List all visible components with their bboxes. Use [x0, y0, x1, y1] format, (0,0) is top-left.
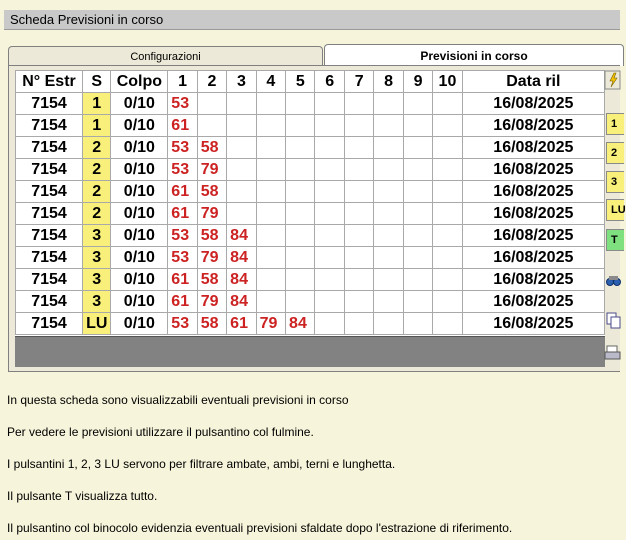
cell-num-3 [227, 93, 256, 115]
cell-num-9 [403, 269, 432, 291]
cell-n-estr: 7154 [16, 291, 83, 313]
cell-sorte: 2 [83, 137, 111, 159]
cell-colpo: 0/10 [111, 181, 168, 203]
table-header-row [16, 71, 605, 93]
cell-num-6 [315, 181, 344, 203]
cell-num-3 [227, 137, 256, 159]
cell-data-ril: 16/08/2025 [462, 247, 604, 269]
cell-sorte: 3 [83, 269, 111, 291]
cell-data-ril: 16/08/2025 [462, 159, 604, 181]
cell-num-8 [374, 313, 403, 335]
cell-num-7 [344, 313, 373, 335]
col-header-1[interactable]: 1 [168, 71, 197, 93]
help-text-5: Il pulsantino col binocolo evidenzia eventuali previsioni sfaldate dopo l'estrazione di riferimento. [7, 521, 513, 535]
cell-num-4 [256, 225, 285, 247]
table-row[interactable] [16, 225, 605, 247]
cell-num-3 [227, 115, 256, 137]
cell-n-estr: 7154 [16, 159, 83, 181]
tab-strip [8, 44, 620, 66]
cell-num-7 [344, 269, 373, 291]
cell-num-7 [344, 115, 373, 137]
window-title: Scheda Previsioni in corso [4, 10, 620, 30]
cell-num-1: 53 [168, 137, 197, 159]
cell-num-9 [403, 225, 432, 247]
table-row[interactable] [16, 181, 605, 203]
cell-num-6 [315, 203, 344, 225]
show-all-button[interactable]: T [606, 229, 624, 251]
previsioni-panel [8, 65, 620, 372]
cell-colpo: 0/10 [111, 137, 168, 159]
cell-num-3: 84 [227, 291, 256, 313]
cell-num-1: 61 [168, 203, 197, 225]
cell-num-9 [403, 203, 432, 225]
cell-sorte: 2 [83, 203, 111, 225]
cell-colpo: 0/10 [111, 291, 168, 313]
col-header-3[interactable]: 3 [227, 71, 256, 93]
cell-num-10 [433, 313, 462, 335]
col-header-n-estr[interactable]: N° Estr [16, 71, 83, 93]
cell-num-2: 58 [197, 137, 226, 159]
cell-colpo: 0/10 [111, 115, 168, 137]
col-header-2[interactable]: 2 [197, 71, 226, 93]
previsioni-grid [15, 70, 605, 336]
cell-num-6 [315, 291, 344, 313]
cell-n-estr: 7154 [16, 93, 83, 115]
cell-num-1: 53 [168, 159, 197, 181]
copy-icon-graphic [604, 310, 620, 330]
cell-num-8 [374, 247, 403, 269]
table-row[interactable] [16, 203, 605, 225]
cell-num-7 [344, 181, 373, 203]
cell-data-ril: 16/08/2025 [462, 137, 604, 159]
cell-num-10 [433, 225, 462, 247]
cell-sorte: 2 [83, 181, 111, 203]
cell-num-2: 58 [197, 269, 226, 291]
cell-num-3: 84 [227, 225, 256, 247]
cell-num-1: 53 [168, 93, 197, 115]
cell-num-2: 58 [197, 225, 226, 247]
cell-num-1: 53 [168, 225, 197, 247]
col-header-colpo[interactable]: Colpo [111, 71, 168, 93]
cell-num-5 [286, 225, 315, 247]
cell-num-7 [344, 291, 373, 313]
cell-num-9 [403, 181, 432, 203]
cell-num-1: 61 [168, 291, 197, 313]
cell-num-10 [433, 137, 462, 159]
table-row[interactable] [16, 269, 605, 291]
cell-num-9 [403, 93, 432, 115]
cell-colpo: 0/10 [111, 159, 168, 181]
lightning-icon-graphic [604, 70, 620, 90]
cell-num-1: 53 [168, 247, 197, 269]
cell-num-6 [315, 225, 344, 247]
cell-num-4 [256, 291, 285, 313]
print-icon[interactable] [604, 343, 620, 363]
col-header-6[interactable]: 6 [315, 71, 344, 93]
cell-num-3 [227, 203, 256, 225]
cell-num-10 [433, 247, 462, 269]
cell-data-ril: 16/08/2025 [462, 115, 604, 137]
print-icon-graphic [604, 343, 620, 363]
cell-num-10 [433, 291, 462, 313]
table-row[interactable] [16, 247, 605, 269]
cell-num-7 [344, 247, 373, 269]
cell-num-3 [227, 181, 256, 203]
cell-num-10 [433, 159, 462, 181]
cell-n-estr: 7154 [16, 313, 83, 335]
filter-ambata-button[interactable]: 1 [606, 113, 624, 135]
cell-num-5 [286, 137, 315, 159]
cell-num-4 [256, 269, 285, 291]
cell-n-estr: 7154 [16, 225, 83, 247]
cell-num-2: 79 [197, 291, 226, 313]
cell-num-7 [344, 137, 373, 159]
col-header-data-ril[interactable]: Data ril [462, 71, 604, 93]
cell-num-8 [374, 115, 403, 137]
cell-num-2: 58 [197, 313, 226, 335]
col-header-10[interactable]: 10 [433, 71, 462, 93]
cell-num-2: 79 [197, 247, 226, 269]
cell-num-5 [286, 203, 315, 225]
cell-num-5 [286, 181, 315, 203]
cell-num-4 [256, 181, 285, 203]
cell-sorte: LU [83, 313, 111, 335]
cell-num-5 [286, 269, 315, 291]
filter-lunghetta-button[interactable]: LU [606, 199, 624, 221]
col-header-sorte[interactable]: S [83, 71, 111, 93]
help-text-2: Per vedere le previsioni utilizzare il pulsantino col fulmine. [7, 425, 314, 439]
cell-num-5 [286, 93, 315, 115]
cell-num-1: 61 [168, 115, 197, 137]
cell-colpo: 0/10 [111, 225, 168, 247]
cell-num-9 [403, 159, 432, 181]
lightning-icon[interactable] [604, 70, 620, 90]
cell-sorte: 1 [83, 115, 111, 137]
cell-sorte: 3 [83, 247, 111, 269]
col-header-7[interactable]: 7 [344, 71, 373, 93]
cell-sorte: 1 [83, 93, 111, 115]
cell-num-4 [256, 247, 285, 269]
cell-num-7 [344, 159, 373, 181]
cell-n-estr: 7154 [16, 269, 83, 291]
help-text-1: In questa scheda sono visualizzabili eventuali previsioni in corso [7, 393, 349, 407]
cell-n-estr: 7154 [16, 115, 83, 137]
cell-num-3: 84 [227, 269, 256, 291]
cell-num-9 [403, 291, 432, 313]
filter-terno-button[interactable]: 3 [606, 171, 624, 193]
cell-n-estr: 7154 [16, 247, 83, 269]
table-row[interactable] [16, 93, 605, 115]
cell-num-9 [403, 313, 432, 335]
cell-num-5 [286, 291, 315, 313]
cell-num-4: 79 [256, 313, 285, 335]
cell-num-2 [197, 115, 226, 137]
table-row[interactable] [16, 137, 605, 159]
cell-num-5 [286, 247, 315, 269]
cell-num-3: 61 [227, 313, 256, 335]
cell-sorte: 3 [83, 225, 111, 247]
cell-colpo: 0/10 [111, 313, 168, 335]
cell-num-9 [403, 247, 432, 269]
cell-num-2: 79 [197, 159, 226, 181]
cell-num-6 [315, 137, 344, 159]
table-row[interactable] [16, 159, 605, 181]
grid-status-bar [15, 336, 605, 367]
col-header-4[interactable]: 4 [256, 71, 285, 93]
table-row[interactable] [16, 291, 605, 313]
tab-configurazioni[interactable]: Configurazioni [8, 46, 323, 66]
cell-n-estr: 7154 [16, 203, 83, 225]
cell-colpo: 0/10 [111, 203, 168, 225]
cell-data-ril: 16/08/2025 [462, 181, 604, 203]
cell-num-7 [344, 93, 373, 115]
cell-num-1: 61 [168, 181, 197, 203]
cell-data-ril: 16/08/2025 [462, 269, 604, 291]
cell-num-4 [256, 159, 285, 181]
filter-ambo-button[interactable]: 2 [606, 142, 624, 164]
cell-num-10 [433, 203, 462, 225]
cell-num-2: 58 [197, 181, 226, 203]
col-header-5[interactable]: 5 [286, 71, 315, 93]
cell-num-6 [315, 93, 344, 115]
table-row[interactable] [16, 313, 605, 335]
cell-data-ril: 16/08/2025 [462, 313, 604, 335]
previsioni-table [15, 70, 605, 335]
help-text-4: Il pulsante T visualizza tutto. [7, 489, 158, 503]
cell-num-9 [403, 137, 432, 159]
cell-colpo: 0/10 [111, 247, 168, 269]
cell-num-3: 84 [227, 247, 256, 269]
binoculars-icon[interactable] [604, 270, 620, 290]
cell-num-6 [315, 313, 344, 335]
tab-previsioni-in-corso[interactable]: Previsioni in corso [324, 44, 624, 66]
cell-data-ril: 16/08/2025 [462, 225, 604, 247]
cell-num-4 [256, 115, 285, 137]
cell-num-1: 53 [168, 313, 197, 335]
cell-num-9 [403, 115, 432, 137]
cell-num-6 [315, 269, 344, 291]
cell-num-8 [374, 269, 403, 291]
cell-num-10 [433, 93, 462, 115]
cell-num-6 [315, 115, 344, 137]
cell-num-7 [344, 225, 373, 247]
cell-sorte: 2 [83, 159, 111, 181]
cell-num-7 [344, 203, 373, 225]
cell-num-4 [256, 203, 285, 225]
cell-num-10 [433, 181, 462, 203]
copy-icon[interactable] [604, 310, 620, 330]
table-row[interactable] [16, 115, 605, 137]
cell-n-estr: 7154 [16, 181, 83, 203]
cell-sorte: 3 [83, 291, 111, 313]
cell-num-8 [374, 291, 403, 313]
cell-data-ril: 16/08/2025 [462, 93, 604, 115]
cell-num-1: 61 [168, 269, 197, 291]
cell-n-estr: 7154 [16, 137, 83, 159]
cell-num-8 [374, 203, 403, 225]
cell-num-4 [256, 137, 285, 159]
col-header-8[interactable]: 8 [374, 71, 403, 93]
cell-colpo: 0/10 [111, 93, 168, 115]
cell-num-3 [227, 159, 256, 181]
cell-num-8 [374, 225, 403, 247]
help-text-3: I pulsantini 1, 2, 3 LU servono per filtrare ambate, ambi, terni e lunghetta. [7, 457, 396, 471]
binoculars-icon-graphic [604, 270, 620, 290]
cell-num-6 [315, 247, 344, 269]
cell-num-2: 79 [197, 203, 226, 225]
cell-num-2 [197, 93, 226, 115]
cell-num-5 [286, 159, 315, 181]
cell-data-ril: 16/08/2025 [462, 203, 604, 225]
cell-num-4 [256, 93, 285, 115]
cell-num-8 [374, 159, 403, 181]
cell-num-5 [286, 115, 315, 137]
cell-num-6 [315, 159, 344, 181]
cell-num-10 [433, 115, 462, 137]
cell-num-10 [433, 269, 462, 291]
cell-num-8 [374, 93, 403, 115]
cell-colpo: 0/10 [111, 269, 168, 291]
cell-num-5: 84 [286, 313, 315, 335]
cell-num-8 [374, 181, 403, 203]
col-header-9[interactable]: 9 [403, 71, 432, 93]
cell-data-ril: 16/08/2025 [462, 291, 604, 313]
cell-num-8 [374, 137, 403, 159]
